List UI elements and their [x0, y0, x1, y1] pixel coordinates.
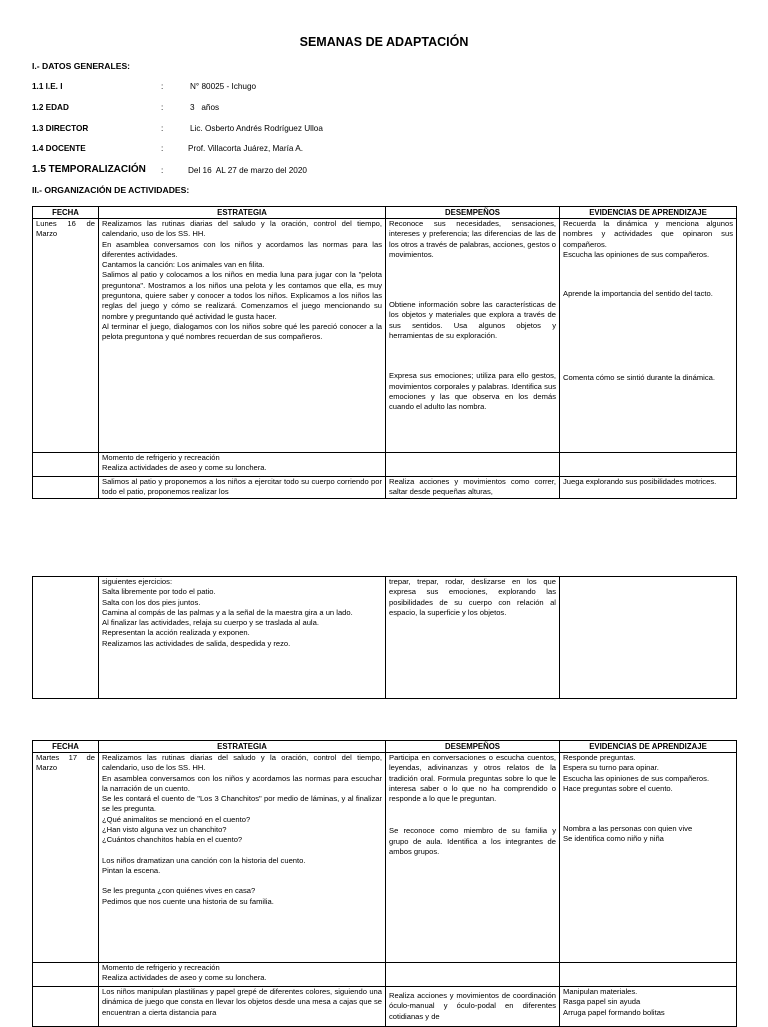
evidence-paragraph: Comenta cómo se sintió durante la dinámica. — [563, 373, 715, 383]
evidence-paragraph: Responde preguntas. — [563, 753, 636, 762]
break-line: Realiza actividades de aseo y come su lonchera. — [102, 463, 267, 473]
evidence-paragraph: Escucha las opiniones de sus compañeros. — [563, 249, 710, 259]
break-line: Momento de refrigerio y recreación — [102, 963, 220, 972]
evidence-paragraph: Espera su turno para opinar. — [563, 763, 659, 773]
performance-paragraph: Reconoce sus necesidades, sensaciones, intereses y preferencia; las diferencias de las de los otros a través de palabras, acciones, gestos o movimientos. — [389, 219, 556, 259]
general-label: 1.3 DIRECTOR — [32, 124, 89, 133]
strategy-cell: Los niños manipulan plastilinas y papel grepé de diferentes colores, siguiendo una dinámica de juego que consta en llevar los objetos desde una mesa a cajas que se encuentran a cierta distancia para — [99, 987, 386, 1027]
activities-table-day2 — [32, 740, 737, 1027]
strategy-cell — [99, 577, 386, 699]
strategy-paragraph: Al finalizar las actividades, relaja su cuerpo y se traslada al aula. — [102, 618, 319, 628]
date-cell: Lunes 16 de Marzo — [33, 219, 99, 453]
strategy-paragraph: Cantamos la canción: Los animales van en filita. — [102, 260, 265, 270]
general-value: Del 16 AL 27 de marzo del 2020 — [188, 166, 307, 175]
section-general-heading: I.- DATOS GENERALES: — [32, 61, 131, 71]
table-row — [33, 577, 737, 699]
strategy-cell — [99, 753, 386, 963]
general-value: Lic. Osberto Andrés Rodríguez Ulloa — [190, 124, 323, 133]
empty-cell — [33, 987, 99, 1027]
table-row — [33, 987, 737, 1027]
table-row-break — [33, 453, 737, 477]
header-fecha: FECHA — [33, 741, 99, 753]
evidence-cell — [560, 987, 737, 1027]
general-value: Prof. Villacorta Juárez, María A. — [188, 144, 303, 153]
general-label: 1.1 I.E. I — [32, 82, 63, 91]
table-header-row — [33, 741, 737, 753]
evidence-paragraph: Nombra a las personas con quien vive — [563, 824, 693, 834]
general-colon: : — [161, 103, 164, 112]
table-row — [33, 477, 737, 499]
header-fecha: FECHA — [33, 207, 99, 219]
empty-cell — [33, 963, 99, 987]
strategy-paragraph: Se les pregunta ¿con quiénes vives en casa? — [102, 886, 256, 896]
strategy-paragraph: Al terminar el juego, dialogamos con los niños sobre qué les pareció conocer a la pelota preguntona y qué nombres recuerdan de sus compañeros. — [102, 321, 382, 342]
general-colon: : — [161, 144, 164, 153]
strategy-paragraph: Pintan la escena. — [102, 865, 161, 875]
empty-cell — [33, 477, 99, 499]
header-desempenos: DESEMPEÑOS — [386, 741, 560, 753]
strategy-paragraph: ¿Han visto alguna vez un chanchito? — [102, 825, 227, 835]
strategy-paragraph: Camina al compás de las palmas y a la señal de la maestra gira a un lado. — [102, 607, 353, 617]
empty-cell — [560, 453, 737, 477]
header-estrategia: ESTRATEGIA — [99, 741, 386, 753]
break-cell — [99, 453, 386, 477]
general-label: 1.2 EDAD — [32, 103, 69, 112]
table-header-row — [33, 207, 737, 219]
performance-paragraph: Expresa sus emociones; utiliza para ello gestos, movimientos corporales y palabras. Identifica sus emociones y las que observa en los demás cuando el adulto las nombra. — [389, 371, 556, 412]
general-label: 1.4 DOCENTE — [32, 144, 86, 153]
strategy-paragraph: Salta libremente por todo el patio. — [102, 587, 216, 597]
evidence-paragraph: Hace preguntas sobre el cuento. — [563, 783, 673, 793]
strategy-paragraph: Realizamos las rutinas diarias del saludo y la oración, control del tiempo, calendario, uso de los SS. HH. — [102, 753, 382, 773]
strategy-paragraph: En asamblea conversamos con los niños y acordamos las normas para las diferentes actividades. — [102, 239, 382, 259]
evidence-paragraph: Recuerda la dinámica y menciona algunos nombres y actividades que opinaron sus compañeros. — [563, 219, 733, 249]
table-row — [33, 219, 737, 453]
strategy-paragraph: siguientes ejercicios: — [102, 577, 173, 586]
empty-cell — [33, 453, 99, 477]
performance-paragraph: Obtiene información sobre las características de los objetos y materiales que explora a través de sus sentidos. Usa algunos objetos y herramientas de su exploración. — [389, 300, 556, 341]
general-colon: : — [161, 166, 164, 175]
strategy-paragraph: Los niños dramatizan una canción con la historia del cuento. — [102, 855, 306, 865]
strategy-cell: Salimos al patio y proponemos a los niños a ejercitar todo su cuerpo corriendo por todo el patio, proponemos realizar los — [99, 477, 386, 499]
header-desempenos: DESEMPEÑOS — [386, 207, 560, 219]
general-colon: : — [161, 82, 164, 91]
strategy-paragraph: ¿Cuántos chanchitos había en el cuento? — [102, 835, 243, 845]
empty-cell — [386, 453, 560, 477]
performance-paragraph: Participa en conversaciones o escucha cuentos, leyendas, adivinanzas y otros relatos de la tradición oral. Formula preguntas sobre lo que le interesa saber o lo que no ha comprendido o responde a lo que le preguntan. — [389, 753, 556, 804]
performance-cell — [386, 753, 560, 963]
header-estrategia: ESTRATEGIA — [99, 207, 386, 219]
page-title: SEMANAS DE ADAPTACIÓN — [299, 35, 469, 49]
break-line: Momento de refrigerio y recreación — [102, 453, 220, 462]
evidence-cell — [560, 753, 737, 963]
general-value: 3 años — [190, 103, 220, 112]
general-value: N° 80025 - Ichugo — [190, 82, 257, 91]
empty-cell — [386, 963, 560, 987]
performance-paragraph: Se reconoce como miembro de su familia y grupo de aula. Identifica a los integrantes de ambos grupos. — [389, 826, 556, 857]
evidence-paragraph: Escucha las opiniones de sus compañeros. — [563, 773, 710, 783]
strategy-paragraph: ¿Qué animalitos se mencionó en el cuento? — [102, 814, 251, 824]
break-line: Realiza actividades de aseo y come su lonchera. — [102, 973, 267, 983]
header-evidencias: EVIDENCIAS DE APRENDIZAJE — [560, 207, 737, 219]
date-cell: Martes 17 de Marzo — [33, 753, 99, 963]
empty-cell — [560, 577, 737, 699]
break-cell — [99, 963, 386, 987]
header-evidencias: EVIDENCIAS DE APRENDIZAJE — [560, 741, 737, 753]
evidence-cell: Juega explorando sus posibilidades motrices. — [560, 477, 737, 499]
strategy-paragraph: Realizamos las rutinas diarias del saludo y la oración, control del tiempo, calendario, uso de los SS. HH. — [102, 219, 382, 239]
evidence-paragraph: Rasga papel sin ayuda — [563, 997, 641, 1007]
strategy-paragraph: Se les contará el cuento de "Los 3 Chanchitos" por medio de láminas, y al finalizar se les pregunta. — [102, 794, 382, 814]
table-row — [33, 753, 737, 963]
evidence-paragraph: Arruga papel formando bolitas — [563, 1007, 665, 1017]
strategy-paragraph: Pedimos que nos cuente una historia de su familia. — [102, 896, 274, 906]
strategy-paragraph: Realizamos las actividades de salida, despedida y rezo. — [102, 638, 291, 648]
evidence-paragraph: Manipulan materiales. — [563, 987, 638, 996]
section-activities-heading: II.- ORGANIZACIÓN DE ACTIVIDADES: — [32, 185, 190, 195]
evidence-paragraph: Aprende la importancia del sentido del tacto. — [563, 289, 713, 299]
strategy-cell — [99, 219, 386, 453]
general-colon: : — [161, 124, 164, 133]
evidence-cell — [560, 219, 737, 453]
activities-table-continuation — [32, 576, 737, 699]
evidence-paragraph: Se identifica como niño y niña — [563, 834, 664, 844]
performance-cell: trepar, trepar, rodar, deslizarse en los que expresa sus emociones, explorando las posibilidades de su cuerpo con relación al espacio, la superficie y los objetos. — [386, 577, 560, 699]
empty-cell — [33, 577, 99, 699]
strategy-paragraph: Salta con los dos pies juntos. — [102, 597, 201, 607]
performance-cell: Realiza acciones y movimientos como correr, saltar desde pequeñas alturas, — [386, 477, 560, 499]
strategy-paragraph: Representan la acción realizada y exponen. — [102, 628, 250, 638]
performance-cell: Realiza acciones y movimientos de coordinación óculo-manual y óculo-podal en diferentes cotidianas y de — [386, 987, 560, 1027]
performance-cell — [386, 219, 560, 453]
strategy-paragraph: Salimos al patio y colocamos a los niños en media luna para jugar con la "pelota preguntona". Mostramos a los niños una pelota y les contamos que ella, es muy preguntona, quiere saber y conocer a todos los niños. Explicamos a los niños las reglas del juego y cómo se realizará. Comenzamos el juego mencionando su nombre y preguntando qué actividad le gusta hacer. — [102, 270, 382, 321]
table-row-break — [33, 963, 737, 987]
strategy-paragraph: En asamblea conversamos con los niños y acordamos las normas para escuchar la narración de un cuento. — [102, 773, 382, 793]
activities-table-week1-day1 — [32, 206, 737, 499]
general-label: 1.5 TEMPORALIZACIÓN — [32, 164, 146, 175]
empty-cell — [560, 963, 737, 987]
